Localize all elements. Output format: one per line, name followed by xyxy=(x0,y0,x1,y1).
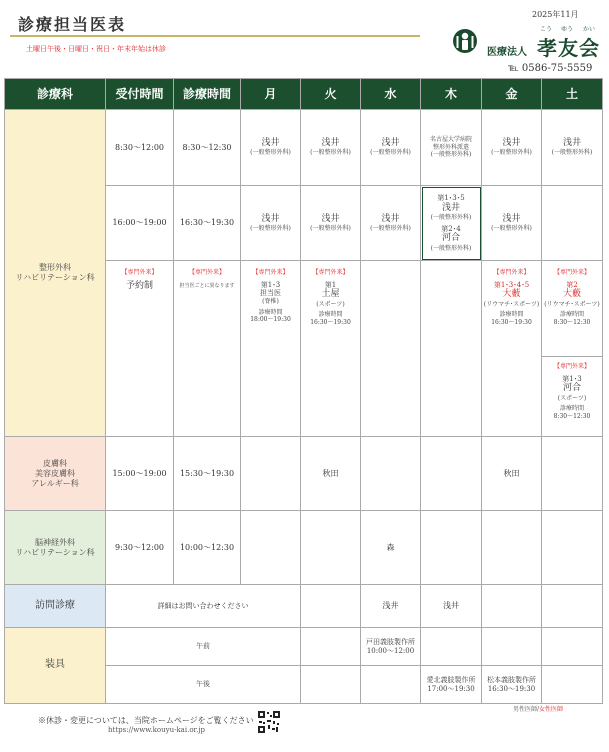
phone-number: ℡ 0586-75-5559 xyxy=(508,63,593,74)
slot-tue xyxy=(301,666,361,704)
consult-time: 15:30～19:30 xyxy=(174,437,241,511)
table-row xyxy=(5,511,603,585)
schedule-table xyxy=(4,78,603,704)
col-tue: 火 xyxy=(301,79,361,110)
reception-time: 【専門外来】 予約制 xyxy=(106,261,174,437)
org-name: 孝友会 xyxy=(537,36,600,60)
col-wed: 水 xyxy=(361,79,421,110)
slot-wed xyxy=(361,666,421,704)
slot-mon xyxy=(241,511,301,585)
org-type: 医療法人 xyxy=(487,47,527,58)
reception-time: 15:00～19:00 xyxy=(106,437,174,511)
slot-sat xyxy=(542,628,603,666)
slot-thu: 第1･3･5 浅井 (一般整形外科) 第2･4 河合 (一般整形外科) xyxy=(421,186,482,261)
title-underline xyxy=(10,35,420,37)
slot-sat xyxy=(542,585,603,628)
slot-tue: 秋田 xyxy=(301,437,361,511)
footer-notice: ※休診・変更については、当院ホームページをご覧ください xyxy=(38,716,254,725)
slot-fri: 浅井 (一般整形外科) xyxy=(482,186,542,261)
slot-tue: 【専門外来】 第1 土屋 (スポーツ) 診療時間 16:30～19:30 xyxy=(301,261,361,437)
table-row xyxy=(5,628,603,666)
slot-fri: 松本義肢製作所 16:30～19:30 xyxy=(482,666,542,704)
dept-neurosurgery: 脳神経外科 リハビリテーション科 xyxy=(5,511,106,585)
slot-sat xyxy=(542,186,603,261)
legend-male: 男性医師 xyxy=(513,706,538,713)
org-ruby: こう xyxy=(540,26,553,33)
slot-sat: 【専門外来】 第2 大藪 (リウマチ･スポーツ) 診療時間 8:30～12:30 xyxy=(542,261,603,357)
slot-wed xyxy=(361,261,421,437)
org-ruby: かい xyxy=(583,26,596,33)
clinic-logo-icon xyxy=(452,28,478,54)
consult-time: 16:30～19:30 xyxy=(174,186,241,261)
consult-time: 【専門外来】 担当医ごとに異なります xyxy=(174,261,241,437)
dept-braces: 装具 xyxy=(5,628,106,704)
page-title: 診療担当医表 xyxy=(18,15,127,34)
session-pm: 午後 xyxy=(106,666,301,704)
col-fri: 金 xyxy=(482,79,542,110)
doctor-gender-legend xyxy=(513,704,563,713)
table-row xyxy=(5,437,603,511)
slot-thu: 名古屋大学病院 整形外科派遣 (一般整形外科) xyxy=(421,110,482,186)
slot-thu xyxy=(421,437,482,511)
visit-info: 詳細はお問い合わせください xyxy=(106,585,301,628)
reception-time: 16:00～19:00 xyxy=(106,186,174,261)
slot-tue: 浅井 (一般整形外科) xyxy=(301,110,361,186)
reception-time: 9:30～12:00 xyxy=(106,511,174,585)
slot-wed: 森 xyxy=(361,511,421,585)
slot-fri: 浅井 (一般整形外科) xyxy=(482,110,542,186)
slot-tue: 浅井 (一般整形外科) xyxy=(301,186,361,261)
slot-thu: 浅井 xyxy=(421,585,482,628)
slot-thu xyxy=(421,628,482,666)
slot-sat: 【専門外来】 第1･3 河合 (スポーツ) 診療時間 8:30～12:30 xyxy=(542,357,603,437)
slot-wed: 浅井 (一般整形外科) xyxy=(361,186,421,261)
org-ruby: ゆう xyxy=(561,26,574,33)
consult-time: 10:00～12:30 xyxy=(174,511,241,585)
slot-wed xyxy=(361,437,421,511)
slot-thu xyxy=(421,261,482,437)
slot-sat xyxy=(542,511,603,585)
dept-dermatology: 皮膚科 美容皮膚科 アレルギー科 xyxy=(5,437,106,511)
col-dept: 診療科 xyxy=(5,79,106,110)
session-am: 午前 xyxy=(106,628,301,666)
slot-fri: 【専門外来】 第1･3･4･5 大藪 (リウマチ･スポーツ) 診療時間 16:30～19:30 xyxy=(482,261,542,437)
table-row xyxy=(5,110,603,186)
slot-fri xyxy=(482,628,542,666)
website-link[interactable]: https://www.kouyu-kai.or.jp xyxy=(108,726,205,734)
legend-separator: / xyxy=(537,706,540,713)
slot-wed: 浅井 (一般整形外科) xyxy=(361,110,421,186)
consult-time: 8:30～12:30 xyxy=(174,110,241,186)
month-label: 2025年11月 xyxy=(532,10,579,19)
slot-thu xyxy=(421,511,482,585)
dept-orthopedics: 整形外科 リハビリテーション科 xyxy=(5,110,106,437)
slot-tue xyxy=(301,585,361,628)
col-sat: 土 xyxy=(542,79,603,110)
slot-mon: 浅井 (一般整形外科) xyxy=(241,110,301,186)
slot-wed: 浅井 xyxy=(361,585,421,628)
table-header-row xyxy=(5,79,603,110)
reception-time: 8:30～12:00 xyxy=(106,110,174,186)
slot-sat: 浅井 (一般整形外科) xyxy=(542,110,603,186)
slot-tue xyxy=(301,511,361,585)
slot-thu: 愛北義肢製作所 17:00～19:30 xyxy=(421,666,482,704)
qr-code-icon[interactable] xyxy=(258,711,280,733)
dept-home-visit: 訪問診療 xyxy=(5,585,106,628)
slot-tue xyxy=(301,628,361,666)
table-row xyxy=(5,585,603,628)
col-reception: 受付時間 xyxy=(106,79,174,110)
slot-sat xyxy=(542,437,603,511)
slot-sat xyxy=(542,666,603,704)
closed-notice: 土曜日午後・日曜日・祝日・年末年始は休診 xyxy=(26,45,166,53)
slot-fri xyxy=(482,511,542,585)
slot-fri: 秋田 xyxy=(482,437,542,511)
slot-mon: 【専門外来】 第1･3 担当医 (脊椎) 診療時間 18:00～19:30 xyxy=(241,261,301,437)
slot-fri xyxy=(482,585,542,628)
col-mon: 月 xyxy=(241,79,301,110)
slot-mon xyxy=(241,437,301,511)
slot-wed: 戸田義肢製作所 10:00～12:00 xyxy=(361,628,421,666)
col-thu: 木 xyxy=(421,79,482,110)
slot-mon: 浅井 (一般整形外科) xyxy=(241,186,301,261)
col-hours: 診療時間 xyxy=(174,79,241,110)
legend-female: 女性医師 xyxy=(539,706,564,713)
